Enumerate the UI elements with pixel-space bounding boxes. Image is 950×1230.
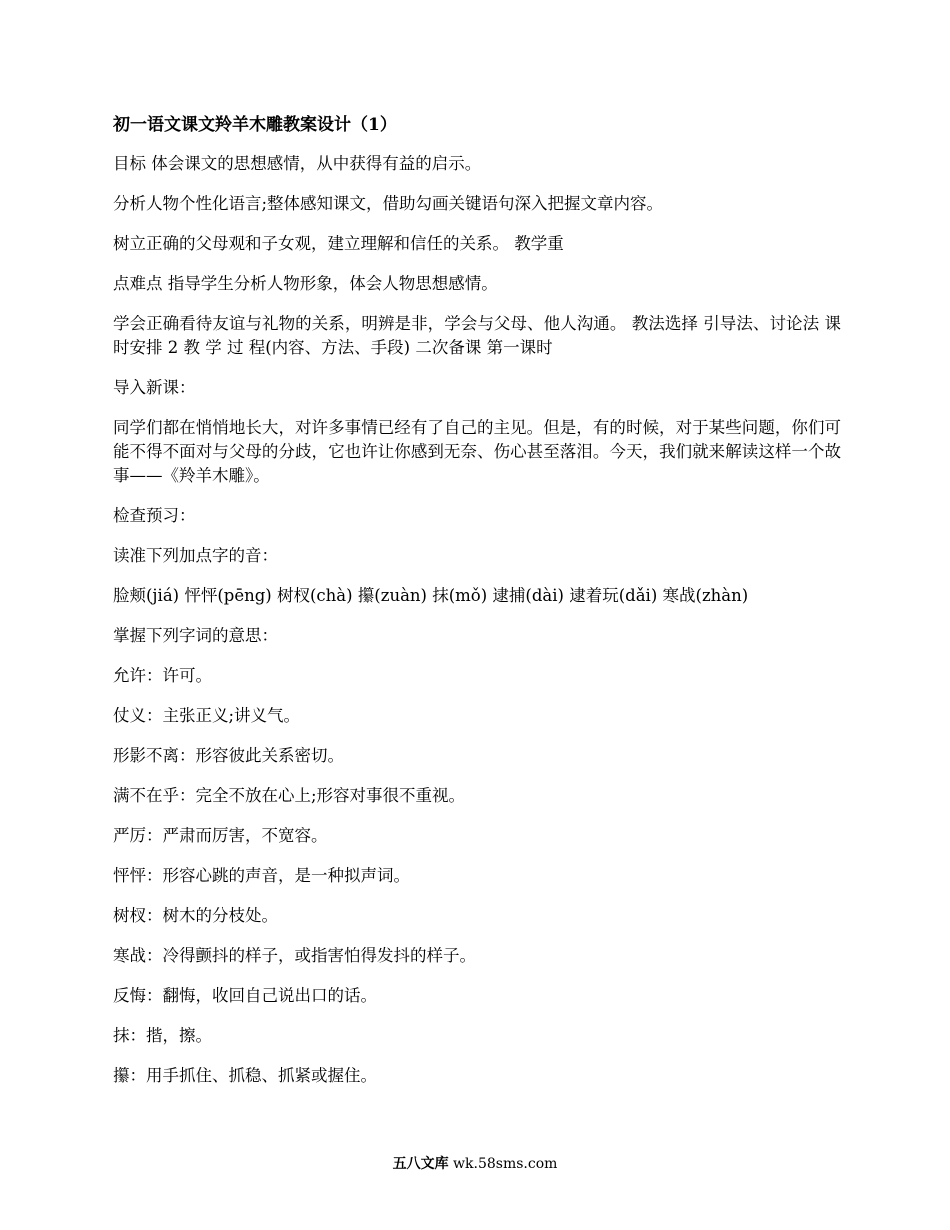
vocab-item: 抹：揩，擦。 bbox=[113, 1026, 212, 1045]
heading-preview: 检查预习： bbox=[113, 506, 196, 525]
heading-vocabulary: 掌握下列字词的意思： bbox=[113, 626, 278, 645]
vocab-item: 攥：用手抓住、抓稳、抓紧或握住。 bbox=[113, 1066, 377, 1085]
paragraph-intro: 同学们都在悄悄地长大，对许多事情已经有了自己的主见。但是，有的时候，对于某些问题，你们可能不得不面对与父母的分歧，它也许让你感到无奈、伤心甚至落泪。今天，我们就来解读这样一个故事——《羚羊木雕》。 bbox=[113, 418, 841, 485]
paragraph-pronunciation-list: 脸颊(jiá) 怦怦(pēng) 树杈(chà) 攥(zuàn) 抹(mǒ) 逮捕(dài) 逮着玩(dǎi) 寒战(zhàn) bbox=[113, 586, 749, 605]
footer-site: wk.58sms.com bbox=[453, 1156, 558, 1172]
document-body bbox=[113, 112, 841, 1104]
vocab-item: 满不在乎：完全不放在心上;形容对事很不重视。 bbox=[113, 786, 466, 805]
vocab-item: 树杈：树木的分枝处。 bbox=[113, 906, 278, 925]
vocab-item: 仗义：主张正义;讲义气。 bbox=[113, 706, 301, 725]
page-footer bbox=[0, 1154, 950, 1174]
vocab-item: 反悔：翻悔，收回自己说出口的话。 bbox=[113, 986, 377, 1005]
paragraph-key-points: 点难点 指导学生分析人物形象，体会人物思想感情。 bbox=[113, 274, 498, 293]
document-title: 初一语文课文羚羊木雕教案设计（1） bbox=[113, 115, 397, 135]
paragraph-analysis: 分析人物个性化语言;整体感知课文，借助勾画关键语句深入把握文章内容。 bbox=[113, 194, 664, 213]
heading-intro: 导入新课： bbox=[113, 378, 196, 397]
paragraph-methods: 学会正确看待友谊与礼物的关系，明辨是非，学会与父母、他人沟通。 教法选择 引导法、讨论法 课时安排 2 教 学 过 程(内容、方法、手段) 二次备课 第一课时 bbox=[113, 314, 841, 357]
vocab-item: 严厉：严肃而厉害，不宽容。 bbox=[113, 826, 328, 845]
paragraph-values: 树立正确的父母观和子女观，建立理解和信任的关系。 教学重 bbox=[113, 234, 564, 253]
heading-pronunciation: 读准下列加点字的音： bbox=[113, 546, 278, 565]
footer-brand: 五八文库 bbox=[392, 1156, 449, 1172]
vocab-item: 寒战：冷得颤抖的样子，或指害怕得发抖的样子。 bbox=[113, 946, 476, 965]
vocab-item: 怦怦：形容心跳的声音，是一种拟声词。 bbox=[113, 866, 410, 885]
vocab-item: 形影不离：形容彼此关系密切。 bbox=[113, 746, 344, 765]
vocab-item: 允许：许可。 bbox=[113, 666, 212, 685]
paragraph-goal: 目标 体会课文的思想感情，从中获得有益的启示。 bbox=[113, 154, 482, 173]
